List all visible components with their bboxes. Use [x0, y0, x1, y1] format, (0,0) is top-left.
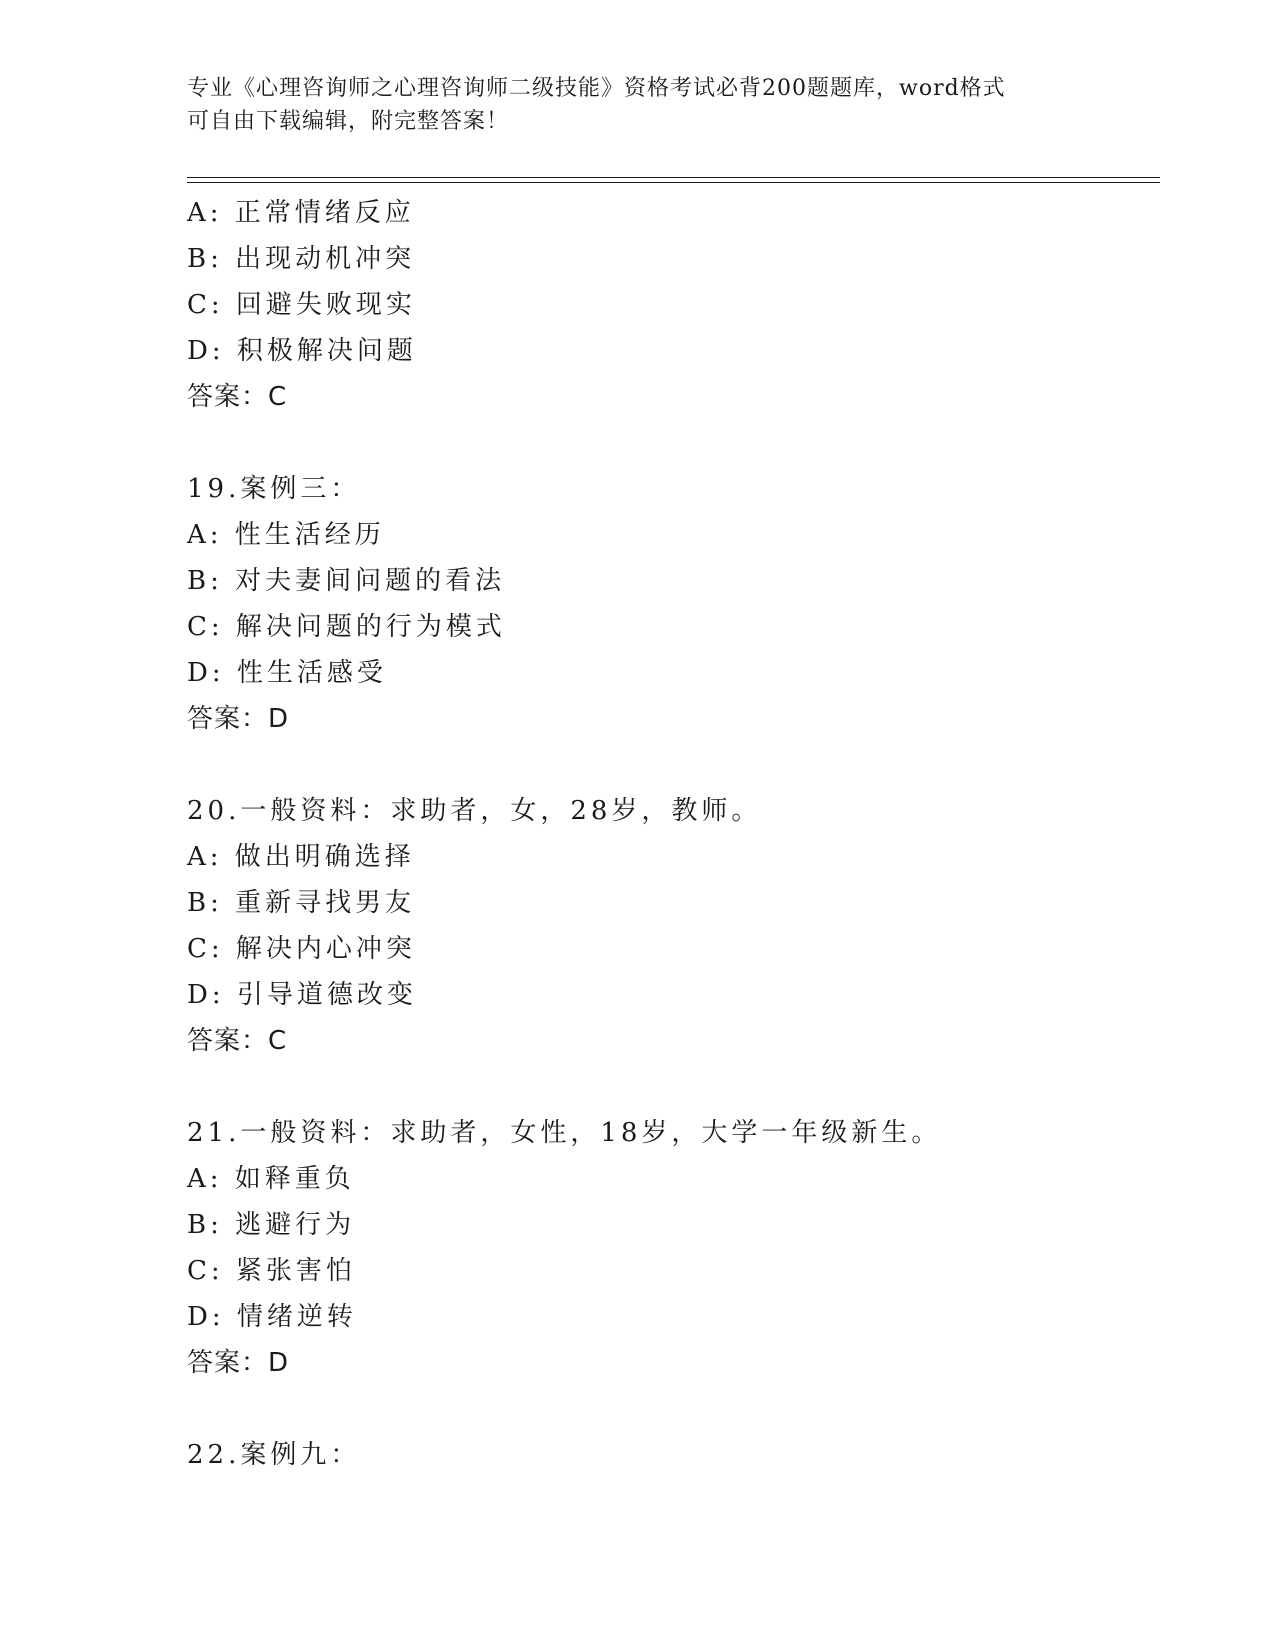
option-c: C: 紧张害怕	[187, 1256, 356, 1286]
spacer	[187, 742, 1167, 788]
document-header	[187, 72, 1087, 138]
option-a: A: 性生活经历	[187, 520, 385, 550]
header-rule-top	[187, 177, 1160, 178]
question-title: 20.一般资料：求助者，女，28岁，教师。	[187, 796, 762, 826]
option-d: D: 性生活感受	[187, 658, 387, 688]
spacer	[187, 1064, 1167, 1110]
answer-line: 答案：C	[187, 382, 288, 412]
option-a: A: 做出明确选择	[187, 842, 415, 872]
question-title: 22.案例九：	[187, 1440, 361, 1470]
option-d: D: 情绪逆转	[187, 1302, 357, 1332]
header-line-1: 专业《心理咨询师之心理咨询师二级技能》资格考试必背200题题库，word格式	[187, 76, 1006, 101]
answer-line: 答案：D	[187, 1348, 290, 1378]
header-line-2: 可自由下载编辑，附完整答案！	[187, 109, 510, 134]
option-b: B: 出现动机冲突	[187, 244, 416, 274]
option-d: D: 引导道德改变	[187, 980, 417, 1010]
option-a: A: 正常情绪反应	[187, 198, 415, 228]
header-rule-bottom	[187, 182, 1160, 183]
option-a: A: 如释重负	[187, 1164, 355, 1194]
option-b: B: 逃避行为	[187, 1210, 356, 1240]
option-c: C: 解决问题的行为模式	[187, 612, 506, 642]
answer-line: 答案：D	[187, 704, 290, 734]
option-c: C: 回避失败现实	[187, 290, 416, 320]
option-b: B: 重新寻找男友	[187, 888, 416, 918]
option-b: B: 对夫妻间问题的看法	[187, 566, 506, 596]
question-title: 19.案例三：	[187, 474, 361, 504]
spacer	[187, 420, 1167, 466]
option-c: C: 解决内心冲突	[187, 934, 416, 964]
option-d: D: 积极解决问题	[187, 336, 417, 366]
answer-line: 答案：C	[187, 1026, 288, 1056]
question-title: 21.一般资料：求助者，女性，18岁，大学一年级新生。	[187, 1118, 942, 1148]
question-list	[187, 190, 1167, 1478]
spacer	[187, 1386, 1167, 1432]
